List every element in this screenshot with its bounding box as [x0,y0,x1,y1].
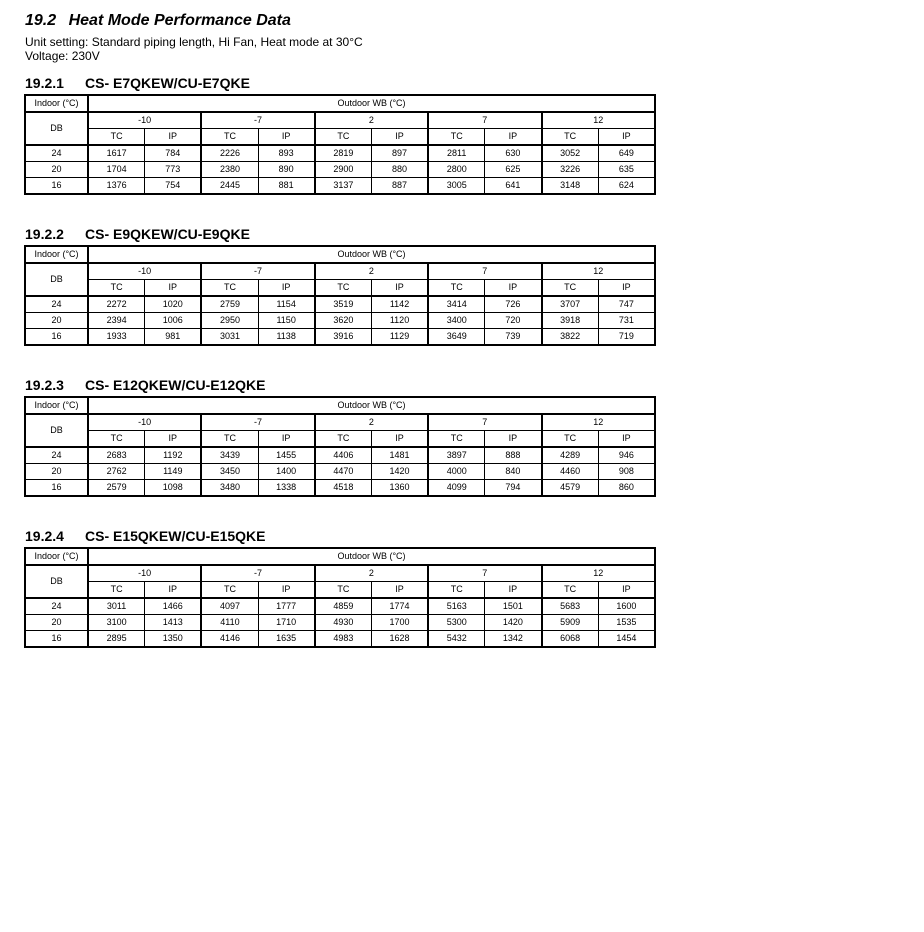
tc-value: 3897 [428,447,485,464]
ip-header: IP [145,280,202,297]
tc-value: 2819 [315,145,372,162]
ip-value: 649 [598,145,655,162]
db-header: DB [25,565,88,598]
tc-value: 3916 [315,329,372,346]
section-heading [25,376,656,394]
outdoor-temp-header: -10 [88,414,201,431]
outdoor-temp-header: -10 [88,112,201,129]
ip-header: IP [598,431,655,448]
ip-value: 635 [598,162,655,178]
tc-value: 3439 [201,447,258,464]
tc-header: TC [88,280,145,297]
ip-value: 1400 [258,464,315,480]
db-value: 16 [25,480,88,497]
ip-value: 1020 [145,296,202,313]
model-name: CS- E12QKEW/CU-E12QKE [85,377,266,393]
table-row [25,162,655,178]
db-value: 20 [25,313,88,329]
tc-value: 4099 [428,480,485,497]
ip-value: 1535 [598,615,655,631]
ip-value: 1129 [371,329,428,346]
outdoor-wb-header: Outdoor WB (°C) [88,246,655,263]
tc-value: 4930 [315,615,372,631]
tc-value: 2272 [88,296,145,313]
tc-value: 4097 [201,598,258,615]
tc-header: TC [428,582,485,599]
ip-value: 1420 [485,615,542,631]
table-row [25,615,655,631]
ip-header: IP [371,431,428,448]
outdoor-temp-header: 2 [315,112,428,129]
ip-value: 1481 [371,447,428,464]
tc-value: 4000 [428,464,485,480]
tc-value: 5909 [542,615,599,631]
ip-value: 1150 [258,313,315,329]
db-value: 20 [25,615,88,631]
ip-header: IP [485,280,542,297]
table-row [25,313,655,329]
tc-header: TC [428,129,485,146]
section-19-2-4 [25,527,656,648]
tc-header: TC [542,582,599,599]
tc-value: 5300 [428,615,485,631]
outdoor-temp-header: 7 [428,112,541,129]
tc-value: 4983 [315,631,372,648]
db-value: 20 [25,464,88,480]
table-row [25,631,655,648]
table-row [25,480,655,497]
ip-value: 1149 [145,464,202,480]
tc-value: 5163 [428,598,485,615]
ip-value: 890 [258,162,315,178]
page-title [25,10,905,32]
ip-value: 625 [485,162,542,178]
ip-value: 1454 [598,631,655,648]
ip-header: IP [371,582,428,599]
tc-value: 2683 [88,447,145,464]
outdoor-temp-header: 2 [315,263,428,280]
tc-value: 6068 [542,631,599,648]
tc-value: 3005 [428,178,485,195]
tc-header: TC [88,582,145,599]
tc-header: TC [201,431,258,448]
indoor-header: Indoor (°C) [25,548,88,565]
db-value: 24 [25,598,88,615]
outdoor-wb-header: Outdoor WB (°C) [88,95,655,112]
ip-value: 1635 [258,631,315,648]
tc-value: 4406 [315,447,372,464]
ip-value: 1710 [258,615,315,631]
section-19-2-1 [25,74,656,195]
ip-value: 1342 [485,631,542,648]
outdoor-temp-header: 12 [542,263,656,280]
tc-value: 3519 [315,296,372,313]
ip-value: 1192 [145,447,202,464]
ip-header: IP [598,280,655,297]
tc-value: 3226 [542,162,599,178]
tc-header: TC [88,129,145,146]
tc-value: 2759 [201,296,258,313]
tc-value: 4460 [542,464,599,480]
outdoor-temp-header: 7 [428,263,541,280]
db-value: 24 [25,296,88,313]
tc-value: 4146 [201,631,258,648]
ip-value: 840 [485,464,542,480]
tc-value: 2579 [88,480,145,497]
tc-header: TC [88,431,145,448]
db-value: 20 [25,162,88,178]
tc-value: 2394 [88,313,145,329]
ip-value: 1120 [371,313,428,329]
tc-value: 2445 [201,178,258,195]
ip-value: 1360 [371,480,428,497]
db-header: DB [25,263,88,296]
indoor-header: Indoor (°C) [25,397,88,414]
outdoor-temp-header: 7 [428,414,541,431]
db-header: DB [25,112,88,145]
outdoor-temp-header: -7 [201,112,314,129]
voltage-text: Voltage: 230V [25,49,100,63]
tc-value: 3918 [542,313,599,329]
section-heading [25,527,656,545]
section-heading [25,74,656,92]
ip-value: 1006 [145,313,202,329]
outdoor-temp-header: -10 [88,565,201,582]
ip-value: 881 [258,178,315,195]
ip-value: 908 [598,464,655,480]
tc-value: 5432 [428,631,485,648]
tc-value: 3620 [315,313,372,329]
ip-value: 641 [485,178,542,195]
tc-value: 3480 [201,480,258,497]
section-19-2-3 [25,376,656,497]
unit-setting-text: Unit setting: Standard piping length, Hi Fan, Heat mode at 30°C [25,35,363,49]
title-text: Heat Mode Performance Data [68,12,291,29]
section-number: 19.2.3 [25,377,64,393]
ip-value: 1420 [371,464,428,480]
ip-header: IP [145,129,202,146]
ip-value: 1777 [258,598,315,615]
tc-value: 3707 [542,296,599,313]
tc-header: TC [542,431,599,448]
outdoor-temp-header: -7 [201,414,314,431]
ip-value: 1138 [258,329,315,346]
ip-value: 880 [371,162,428,178]
ip-value: 1466 [145,598,202,615]
document-page [25,10,905,643]
tc-value: 4289 [542,447,599,464]
section-number: 19.2.4 [25,528,64,544]
tc-value: 3052 [542,145,599,162]
tc-header: TC [315,280,372,297]
db-value: 24 [25,447,88,464]
tc-value: 4110 [201,615,258,631]
ip-value: 888 [485,447,542,464]
tc-header: TC [428,280,485,297]
table-row [25,145,655,162]
ip-value: 1098 [145,480,202,497]
tc-header: TC [201,129,258,146]
ip-value: 794 [485,480,542,497]
outdoor-wb-header: Outdoor WB (°C) [88,397,655,414]
db-value: 16 [25,329,88,346]
table-row [25,178,655,195]
ip-header: IP [485,582,542,599]
indoor-header: Indoor (°C) [25,95,88,112]
ip-value: 1600 [598,598,655,615]
db-value: 16 [25,631,88,648]
db-value: 24 [25,145,88,162]
outdoor-wb-header: Outdoor WB (°C) [88,548,655,565]
tc-header: TC [542,280,599,297]
table-row [25,447,655,464]
ip-value: 893 [258,145,315,162]
ip-header: IP [258,280,315,297]
model-name: CS- E7QKEW/CU-E7QKE [85,75,250,91]
tc-value: 2226 [201,145,258,162]
section-number: 19.2.1 [25,75,64,91]
ip-value: 1413 [145,615,202,631]
outdoor-temp-header: 12 [542,112,656,129]
tc-value: 1704 [88,162,145,178]
ip-header: IP [485,431,542,448]
tc-value: 5683 [542,598,599,615]
ip-value: 1154 [258,296,315,313]
tc-value: 3100 [88,615,145,631]
ip-value: 887 [371,178,428,195]
ip-value: 1338 [258,480,315,497]
outdoor-temp-header: -10 [88,263,201,280]
tc-header: TC [201,280,258,297]
tc-value: 3400 [428,313,485,329]
tc-value: 4579 [542,480,599,497]
ip-value: 897 [371,145,428,162]
tc-header: TC [315,129,372,146]
ip-header: IP [598,582,655,599]
outdoor-temp-header: 2 [315,414,428,431]
tc-value: 2800 [428,162,485,178]
ip-value: 773 [145,162,202,178]
indoor-header: Indoor (°C) [25,246,88,263]
outdoor-temp-header: 2 [315,565,428,582]
ip-value: 719 [598,329,655,346]
ip-header: IP [598,129,655,146]
outdoor-temp-header: -7 [201,263,314,280]
tc-value: 2895 [88,631,145,648]
tc-value: 3649 [428,329,485,346]
model-name: CS- E9QKEW/CU-E9QKE [85,226,250,242]
table-row [25,296,655,313]
tc-value: 1933 [88,329,145,346]
ip-value: 747 [598,296,655,313]
tc-value: 3148 [542,178,599,195]
ip-value: 624 [598,178,655,195]
ip-value: 1455 [258,447,315,464]
ip-header: IP [258,129,315,146]
ip-value: 1350 [145,631,202,648]
ip-value: 1700 [371,615,428,631]
tc-value: 4470 [315,464,372,480]
ip-header: IP [371,280,428,297]
tc-value: 2762 [88,464,145,480]
tc-header: TC [428,431,485,448]
performance-table [24,94,656,195]
outdoor-temp-header: 12 [542,565,656,582]
ip-header: IP [371,129,428,146]
performance-table [24,547,656,648]
table-row [25,329,655,346]
ip-value: 739 [485,329,542,346]
tc-value: 3450 [201,464,258,480]
title-section-number: 19.2 [25,12,57,29]
section-number: 19.2.2 [25,226,64,242]
db-value: 16 [25,178,88,195]
tc-value: 2900 [315,162,372,178]
ip-value: 1142 [371,296,428,313]
ip-header: IP [485,129,542,146]
tc-value: 2380 [201,162,258,178]
tc-value: 2950 [201,313,258,329]
ip-header: IP [258,582,315,599]
tc-header: TC [542,129,599,146]
ip-value: 754 [145,178,202,195]
db-header: DB [25,414,88,447]
ip-header: IP [145,582,202,599]
ip-value: 1501 [485,598,542,615]
outdoor-temp-header: 7 [428,565,541,582]
table-row [25,464,655,480]
tc-value: 3031 [201,329,258,346]
performance-table [24,245,656,346]
tc-header: TC [315,582,372,599]
model-name: CS- E15QKEW/CU-E15QKE [85,528,266,544]
ip-value: 720 [485,313,542,329]
ip-value: 1774 [371,598,428,615]
outdoor-temp-header: 12 [542,414,656,431]
ip-header: IP [145,431,202,448]
tc-value: 1376 [88,178,145,195]
ip-value: 630 [485,145,542,162]
tc-header: TC [315,431,372,448]
tc-value: 3011 [88,598,145,615]
performance-table [24,396,656,497]
tc-header: TC [201,582,258,599]
section-heading [25,225,656,243]
tc-value: 3414 [428,296,485,313]
ip-value: 946 [598,447,655,464]
ip-value: 726 [485,296,542,313]
ip-value: 731 [598,313,655,329]
tc-value: 3822 [542,329,599,346]
ip-value: 784 [145,145,202,162]
ip-value: 1628 [371,631,428,648]
tc-value: 4518 [315,480,372,497]
table-row [25,598,655,615]
tc-value: 4859 [315,598,372,615]
tc-value: 3137 [315,178,372,195]
ip-value: 860 [598,480,655,497]
section-19-2-2 [25,225,656,346]
tc-value: 1617 [88,145,145,162]
tc-value: 2811 [428,145,485,162]
ip-header: IP [258,431,315,448]
outdoor-temp-header: -7 [201,565,314,582]
ip-value: 981 [145,329,202,346]
